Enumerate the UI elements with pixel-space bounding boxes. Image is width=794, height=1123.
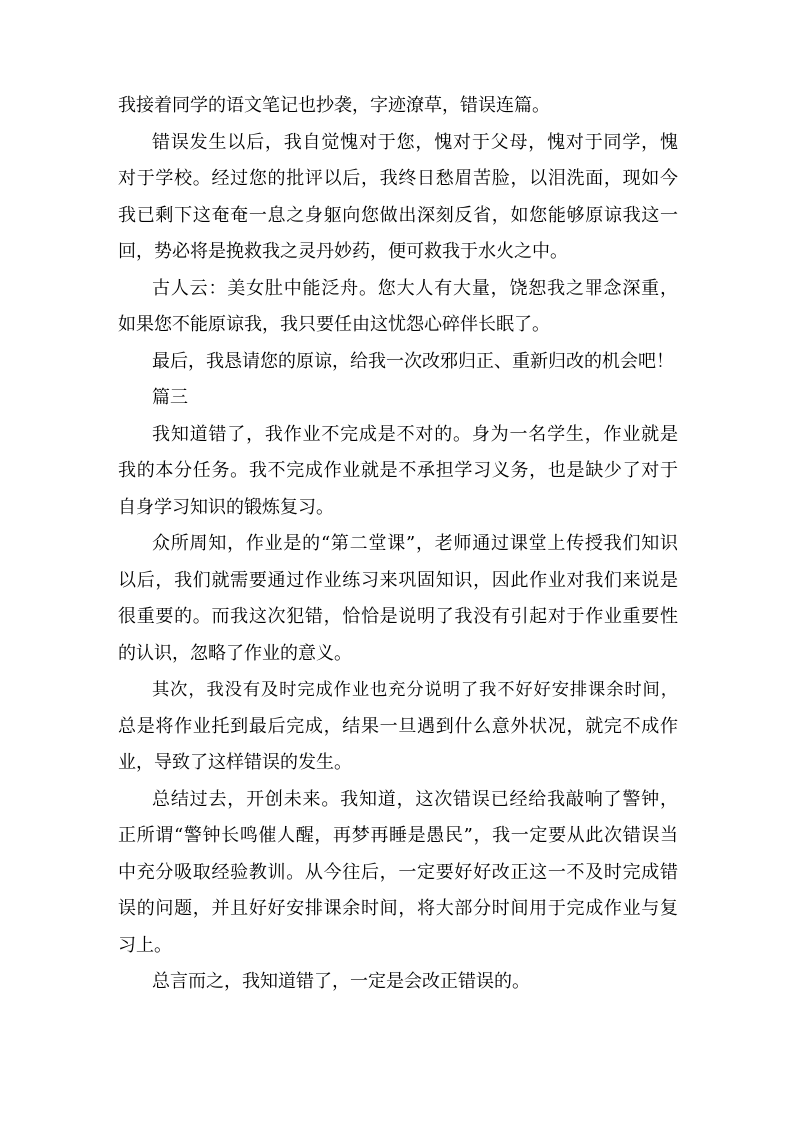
text-line: 总是将作业托到最后完成，结果一旦遇到什么意外状况，就完不成作 <box>118 715 678 737</box>
paragraph <box>118 964 678 1001</box>
text-line: 最后，我恳请您的原谅，给我一次改邪归正、重新归改的机会吧！ <box>152 350 674 372</box>
document-body <box>118 88 678 1001</box>
text-line: 以后，我们就需要通过作业练习来巩固知识，因此作业对我们来说是 <box>118 569 678 591</box>
text-line: 回，势必将是挽救我之灵丹妙药，便可救我于水火之中。 <box>118 241 568 262</box>
text-line: 业，导致了这样错误的发生。 <box>118 752 352 773</box>
text-line: 我的本分任务。我不完成作业就是不承担学习义务，也是缺少了对于 <box>118 460 678 481</box>
section-heading <box>118 380 678 417</box>
paragraph <box>118 125 678 271</box>
text-line: 如果您不能原谅我，我只要任由这忧怨心碎伴长眠了。 <box>118 314 550 335</box>
paragraph <box>118 526 678 672</box>
text-line: 中充分吸取经验教训。从今往后，一定要好好改正这一不及时完成错 <box>118 861 678 883</box>
paragraph <box>118 672 678 782</box>
text-line: 正所谓“警钟长鸣催人醒，再梦再睡是愚民”，我一定要从此次错误当 <box>118 825 678 846</box>
paragraph <box>118 782 678 965</box>
paragraph <box>118 271 678 344</box>
text-line: 我接着同学的语文笔记也抄袭，字迹潦草，错误连篇。 <box>118 95 550 116</box>
text-line: 总言而之，我知道错了，一定是会改正错误的。 <box>152 971 530 992</box>
text-line: 其次，我没有及时完成作业也充分说明了我不好好安排课余时间， <box>152 680 678 700</box>
text-line: 总结过去，开创未来。我知道，这次错误已经给我敲响了警钟， <box>152 788 678 810</box>
text-line: 对于学校。经过您的批评以后，我终日愁眉苦脸，以泪洗面，现如今 <box>118 168 678 189</box>
section-heading-text: 篇三 <box>152 387 188 408</box>
text-line: 习上。 <box>118 934 172 956</box>
text-line: 我知道错了，我作业不完成是不对的。身为一名学生，作业就是 <box>152 423 678 445</box>
text-line: 自身学习知识的锻炼复习。 <box>118 496 334 518</box>
text-line: 的认识，忽略了作业的意义。 <box>118 642 352 664</box>
text-line: 我已剩下这奄奄一息之身躯向您做出深刻反省，如您能够原谅我这一 <box>118 204 678 226</box>
text-line: 误的问题，并且好好安排课余时间，将大部分时间用于完成作业与复 <box>118 898 678 919</box>
text-line: 古人云：美女肚中能泛舟。您大人有大量，饶恕我之罪念深重， <box>152 277 678 299</box>
paragraph <box>118 344 678 381</box>
text-line: 很重要的。而我这次犯错，恰恰是说明了我没有引起对于作业重要性 <box>118 606 678 627</box>
paragraph <box>118 88 678 125</box>
paragraph <box>118 417 678 527</box>
text-line: 错误发生以后，我自觉愧对于您，愧对于父母，愧对于同学，愧 <box>152 131 678 153</box>
text-line: 众所周知，作业是的“第二堂课”，老师通过课堂上传授我们知识 <box>152 533 678 554</box>
